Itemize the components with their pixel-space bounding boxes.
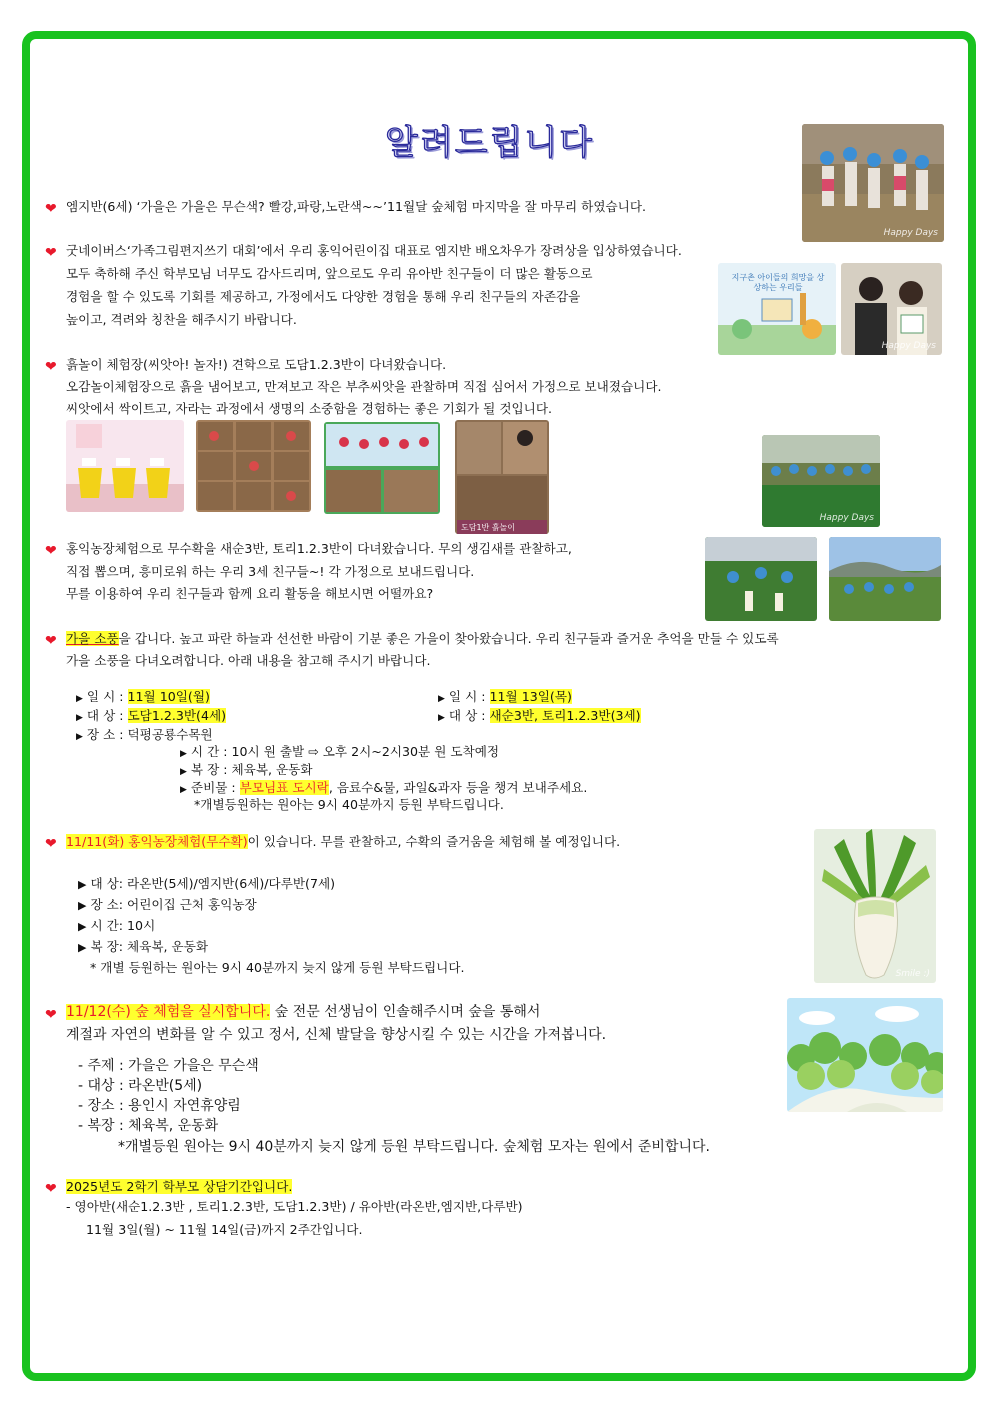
triangle-bullet-icon: ▶ [78, 899, 87, 912]
award-child-photo [841, 263, 942, 355]
triangle-bullet-icon: ▶ [438, 713, 445, 723]
s5-right-2: ▶ 대 상 : 새순3반, 토리1.2.3반(3세) [438, 708, 641, 723]
triangle-bullet-icon: ▶ [438, 694, 445, 704]
activity-collage-3 [455, 420, 549, 534]
heart-bullet-icon: ❤ [45, 633, 57, 649]
radish-harvest-photo-2 [829, 537, 941, 621]
s2-line-4: 높이고, 격려와 칭찬을 해주시기 바랍니다. [66, 312, 297, 327]
s7-item-3: - 장소 : 용인시 자연휴양림 [78, 1098, 241, 1114]
heart-bullet-icon: ❤ [45, 1181, 57, 1197]
photo-caption: Happy Days [883, 228, 938, 238]
heart-bullet-icon: ❤ [45, 1007, 57, 1023]
s6-item-1: ▶ 대 상: 라온반(5세)/엠지반(6세)/다루반(7세) [78, 876, 336, 891]
drawing-contest-poster [718, 263, 836, 355]
seed-pots-photo [66, 420, 184, 512]
s5-note: *개별등원하는 원아는 9시 40분까지 등원 부탁드립니다. [194, 797, 504, 812]
s5-clothes: ▶ 복 장 : 체육복, 운동화 [180, 762, 313, 777]
photo-caption: Smile :) [895, 969, 930, 979]
s5-left-3: ▶ 장 소 : 덕평공룡수목원 [76, 727, 213, 742]
s5-line-2: 가을 소풍을 다녀오려합니다. 아래 내용을 참고해 주시기 바랍니다. [66, 653, 431, 668]
activity-collage-2 [324, 422, 440, 514]
s6-item-3: ▶ 시 간: 10시 [78, 918, 156, 933]
s6-item-2: ▶ 장 소: 어린이집 근처 홍익농장 [78, 897, 257, 912]
s2-line-2: 모두 축하해 주신 학부모님 너무도 감사드리며, 앞으로도 우리 유아반 친구들이 더 많은 활동으로 [66, 266, 593, 281]
s6-item-4: ▶ 복 장: 체육복, 운동화 [78, 939, 209, 954]
triangle-bullet-icon: ▶ [180, 785, 187, 795]
s7-note: *개별등원 원아는 9시 40분까지 늦지 않게 등원 부탁드립니다. 숲체험 모자는 원에서 준비합니다. [118, 1139, 710, 1155]
s5-title: 가을 소풍 [66, 631, 119, 646]
heart-bullet-icon: ❤ [45, 836, 57, 852]
s4-line-2: 직접 뽑으며, 흥미로워 하는 우리 3세 친구들~! 각 가정으로 보내드립니다. [66, 564, 475, 579]
s5-time: ▶ 시 간 : 10시 원 출발 ⇨ 오후 2시~2시30분 원 도착예정 [180, 744, 500, 759]
triangle-bullet-icon: ▶ [180, 749, 187, 759]
s5-right-1: ▶ 일 시 : 11월 13일(목) [438, 689, 572, 704]
photo-caption: 도담1반 흙놀이 [461, 523, 516, 532]
triangle-bullet-icon: ▶ [76, 694, 83, 704]
forest-class-photo [802, 124, 944, 242]
heart-bullet-icon: ❤ [45, 543, 57, 559]
s7-title: 11/12(수) 숲 체험을 실시합니다. 숲 전문 선생님이 인솔해주시며 숲을 통해서 [66, 1004, 541, 1020]
s3-line-1: 흙놀이 체험장(씨앗아! 놀자!) 견학으로 도담1.2.3반이 다녀왔습니다. [66, 357, 447, 372]
activity-collage-1 [196, 420, 311, 512]
s5-left-2: ▶ 대 상 : 도담1.2.3반(4세) [76, 708, 227, 723]
s4-line-3: 무를 이용하여 우리 친구들과 함께 요리 활동을 해보시면 어떨까요? [66, 586, 434, 601]
s3-line-3: 씨앗에서 싹이트고, 자라는 과정에서 생명의 소중함을 경험하는 좋은 기회가 될 것입니다. [66, 401, 552, 416]
forest-illustration [787, 998, 943, 1112]
s7-item-1: - 주제 : 가을은 가을은 무슨색 [78, 1058, 259, 1074]
s5-line-1-rest: 을 갑니다. 높고 파란 하늘과 선선한 바람이 기분 좋은 가을이 찾아왔습니다. 우리 친구들과 즐거운 추억을 만들 수 있도록 [118, 631, 779, 646]
photo-caption: Happy Days [819, 513, 874, 523]
heart-bullet-icon: ❤ [45, 201, 57, 217]
triangle-bullet-icon: ▶ [78, 941, 87, 954]
photo-caption: Happy Days [881, 341, 936, 351]
poster-text: 지구촌 아이들의 희망을 상상하는 우리들 [731, 273, 825, 292]
s8-line-3: 11월 3일(월) ~ 11월 14일(금)까지 2주간입니다. [86, 1222, 363, 1237]
triangle-bullet-icon: ▶ [78, 920, 87, 933]
triangle-bullet-icon: ▶ [180, 767, 187, 777]
s2-line-3: 경험을 할 수 있도록 기회를 제공하고, 가정에서도 다양한 경험을 통해 우리 친구들의 자존감을 [66, 289, 581, 304]
s1-text: 엠지반(6세) ‘가을은 가을은 무슨색? 빨강,파랑,노란색~~’11월달 숲체험 마지막을 잘 마무리 하였습니다. [66, 199, 646, 214]
triangle-bullet-icon: ▶ [78, 878, 87, 891]
s4-line-1: 홍익농장체험으로 무수확을 새순3반, 토리1.2.3반이 다녀왔습니다. 무의 생김새를 관찰하고, [66, 541, 572, 556]
heart-bullet-icon: ❤ [45, 245, 57, 261]
s2-line-1: 굿네이버스‘가족그림편지쓰기 대회’에서 우리 홍익어린이집 대표로 엠지반 배오차우가 장려상을 입상하였습니다. [66, 243, 682, 258]
s7-item-4: - 복장 : 체육복, 운동화 [78, 1118, 219, 1134]
s6-note: * 개별 등원하는 원아는 9시 40분까지 늦지 않게 등원 부탁드립니다. [90, 960, 465, 975]
farm-children-photo [762, 435, 880, 527]
s3-line-2: 오감놀이체험장으로 흙을 냄어보고, 만져보고 작은 부추씨앗을 관찰하며 직접 심어서 가정으로 보내졌습니다. [66, 379, 662, 394]
radish-photo [814, 829, 936, 983]
triangle-bullet-icon: ▶ [76, 732, 83, 742]
s6-title: 11/11(화) 홍익농장체험(무수확)이 있습니다. 무를 관찰하고, 수확의 즐거움을 체험해 볼 예정입니다. [66, 834, 621, 849]
s7-item-2: - 대상 : 라온반(5세) [78, 1078, 203, 1094]
s5-left-1: ▶ 일 시 : 11월 10일(월) [76, 689, 210, 704]
s5-line-1 [66, 631, 779, 647]
radish-harvest-photo-1 [705, 537, 817, 621]
s8-title: 2025년도 2학기 학부모 상담기간입니다. [66, 1179, 293, 1194]
s8-line-2: - 영아반(새순1.2.3반 , 토리1.2.3반, 도담1.2.3반) / 유아반(라온반,엠지반,다루반) [66, 1199, 523, 1214]
triangle-bullet-icon: ▶ [76, 713, 83, 723]
s5-prep: ▶ 준비물 : 부모님표 도시락, 음료수&물, 과일&과자 등을 챙겨 보내주세요. [180, 780, 588, 795]
heart-bullet-icon: ❤ [45, 359, 57, 375]
s7-line-2: 계절과 자연의 변화를 알 수 있고 정서, 신체 발달을 향상시킬 수 있는 시간을 가져봅니다. [66, 1027, 607, 1043]
page-title: 알려드립니다 [385, 123, 595, 163]
